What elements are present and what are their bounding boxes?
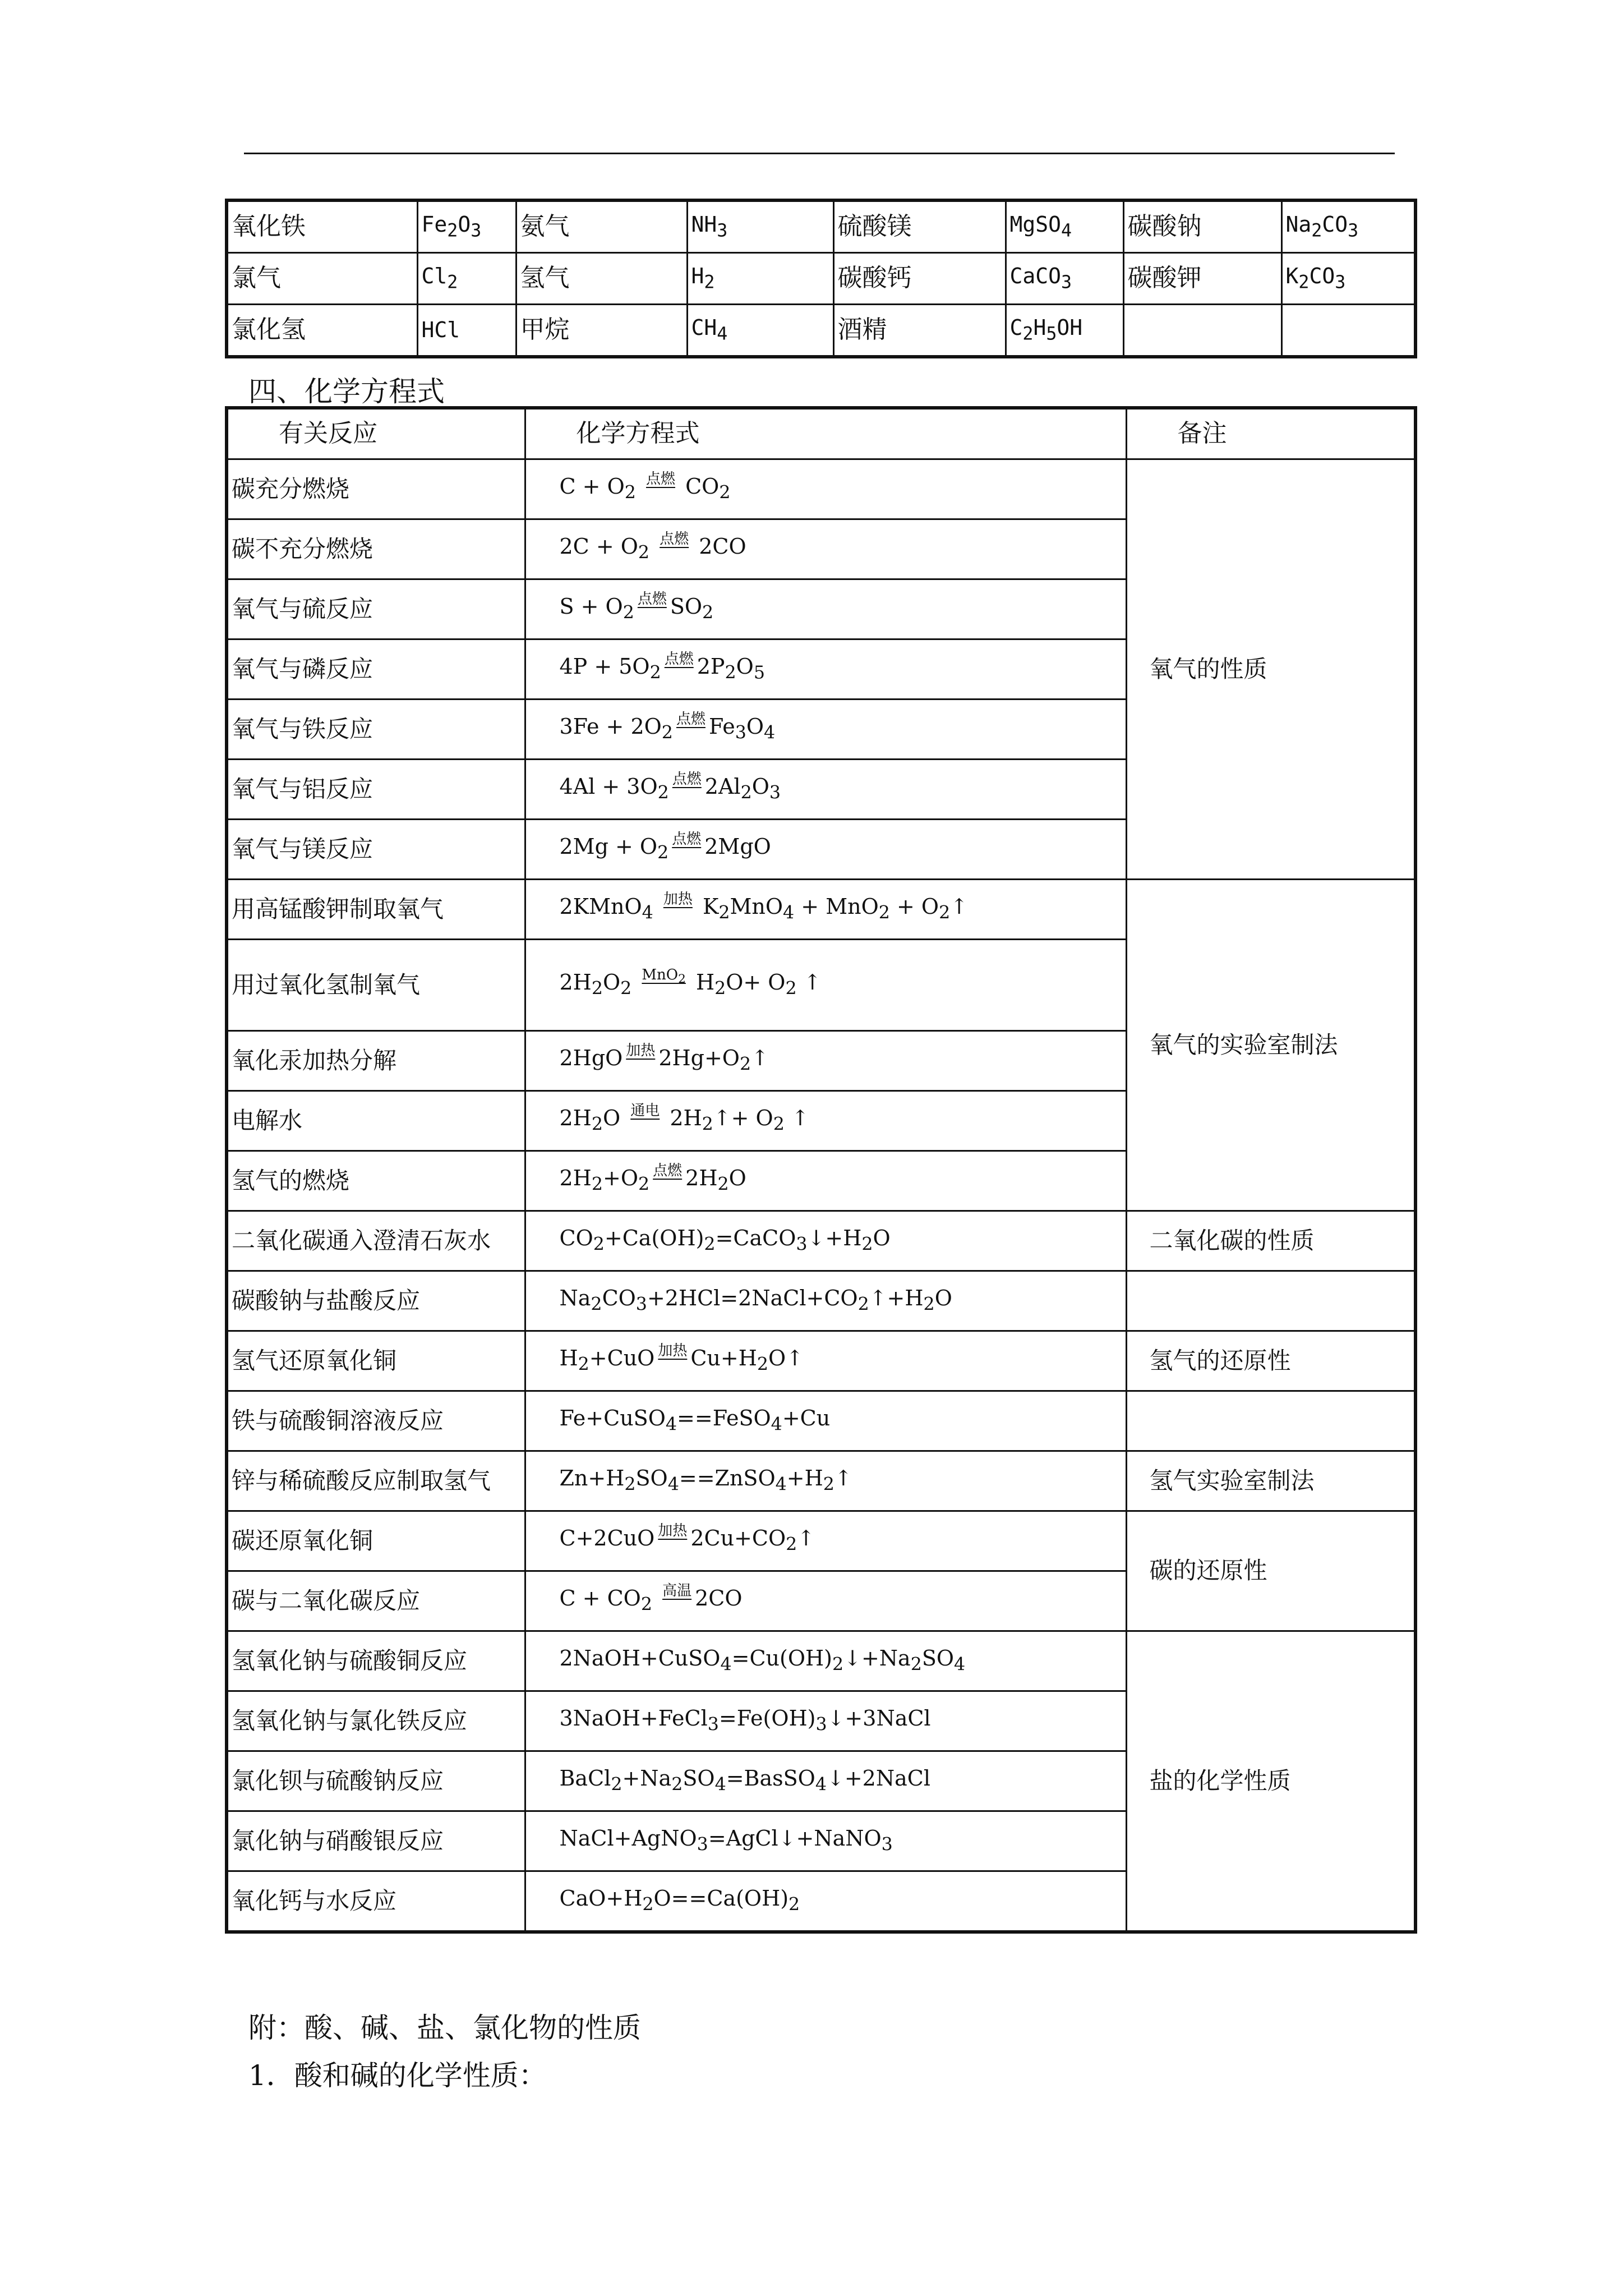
compound-name: 氯气	[227, 253, 417, 305]
reaction-name: 氧气与镁反应	[227, 820, 525, 880]
compound-name: 氢气	[516, 253, 687, 305]
equation-row	[227, 1211, 1415, 1271]
equation-cell: 2HgO 加热 $2Hg+O_2↑$	[525, 1031, 1126, 1091]
equation-row	[227, 1271, 1415, 1331]
reaction-name: 氢氧化钠与氯化铁反应	[227, 1691, 525, 1751]
compound-name: 氯化氢	[227, 305, 417, 357]
note-cell	[1126, 1271, 1415, 1331]
note-cell: 二氧化碳的性质	[1126, 1211, 1415, 1271]
appendix-subtitle: 1．酸和碱的化学性质：	[248, 2059, 547, 2092]
equation-row	[227, 880, 1415, 940]
reaction-condition: 加热	[658, 1342, 688, 1360]
compound-name: 碳酸钠	[1123, 200, 1281, 253]
reaction-name: 氯化钡与硫酸钠反应	[227, 1751, 525, 1811]
equation-row	[227, 1631, 1415, 1691]
reaction-name: 用过氧化氢制氧气	[227, 940, 525, 1031]
compound-name: 氨气	[516, 200, 687, 253]
equation-cell: $H_2+CuO$ 加热 $Cu+H_2O↑$	[525, 1331, 1126, 1391]
reaction-name: 铁与硫酸铜溶液反应	[227, 1391, 525, 1451]
reaction-name: 二氧化碳通入澄清石灰水	[227, 1211, 525, 1271]
note-cell: 盐的化学性质	[1126, 1631, 1415, 1932]
reaction-condition: 点燃	[645, 471, 675, 488]
reaction-condition: MnO$_2$	[642, 967, 686, 987]
reaction-condition: 点燃	[653, 1162, 683, 1180]
equation-cell: $2C + O_2$ 点燃 2CO	[525, 519, 1126, 579]
reaction-condition: 点燃	[664, 651, 694, 668]
equation-row	[227, 1331, 1415, 1391]
compound-name: 甲烷	[516, 305, 687, 357]
reaction-condition: 点燃	[676, 711, 706, 728]
equation-cell: $S + O_2$点燃 $SO_2$	[525, 579, 1126, 639]
compound-row	[227, 200, 1415, 253]
compound-row	[227, 253, 1415, 305]
compound-formula: HCl	[417, 305, 516, 357]
compound-name: 碳酸钾	[1123, 253, 1281, 305]
reaction-condition: 点燃	[672, 831, 702, 848]
reaction-name: 锌与稀硫酸反应制取氢气	[227, 1451, 525, 1511]
reaction-name: 电解水	[227, 1091, 525, 1151]
column-header: 备注	[1126, 408, 1415, 459]
equation-cell: $CO_2+Ca(OH)_2=CaCO_3↓+H_2O$	[525, 1211, 1126, 1271]
compound-table	[225, 199, 1417, 358]
compound-formula: CaCO$_3$	[1006, 253, 1123, 305]
reaction-condition: 通电	[630, 1102, 660, 1120]
reaction-name: 氢氧化钠与硫酸铜反应	[227, 1631, 525, 1691]
compound-name: 氧化铁	[227, 200, 417, 253]
equation-cell: $C + O_2$ 点燃 $CO_2$	[525, 459, 1126, 519]
equation-cell: $Na_2CO_3+2HCl=2NaCl+CO_2↑+H_2O$	[525, 1271, 1126, 1331]
column-header: 有关反应	[227, 408, 525, 459]
reaction-name: 氯化钠与硝酸银反应	[227, 1811, 525, 1871]
reaction-condition: 高温	[662, 1582, 692, 1600]
compound-formula: $Cl_2$	[417, 253, 516, 305]
reaction-condition: 加热	[663, 891, 693, 908]
column-header: 化学方程式	[525, 408, 1126, 459]
compound-name: 碳酸钙	[833, 253, 1006, 305]
note-cell: 氢气实验室制法	[1126, 1451, 1415, 1511]
compound-formula: $H_2$	[687, 253, 833, 305]
compound-name	[1123, 305, 1281, 357]
equation-cell: NaCl+AgNO$_3$=AgCl↓+NaNO$_3$	[525, 1811, 1126, 1871]
reaction-condition: 加热	[658, 1522, 688, 1540]
equation-row	[227, 459, 1415, 519]
equation-header-row	[227, 408, 1415, 459]
reaction-name: 碳酸钠与盐酸反应	[227, 1271, 525, 1331]
appendix-title: 附：酸、碱、盐、氯化物的性质	[248, 2012, 641, 2044]
equation-cell: $4Al + 3O_2$点燃 $2Al_2O_3$	[525, 760, 1126, 820]
equation-cell: $C + CO_2$ 高温 2CO	[525, 1571, 1126, 1631]
note-cell: 氢气的还原性	[1126, 1331, 1415, 1391]
header-rule	[244, 153, 1395, 154]
reaction-condition: 点燃	[637, 591, 667, 608]
reaction-name: 氧化汞加热分解	[227, 1031, 525, 1091]
reaction-condition: 点燃	[660, 531, 689, 548]
equation-cell: $4P + 5O_2$点燃 $2P_2O_5$	[525, 639, 1126, 700]
equation-cell: $2H_2O_2$ MnO$_2$ $H_2O+ O_2$ ↑	[525, 940, 1126, 1031]
note-cell: 氧气的性质	[1126, 459, 1415, 880]
reaction-name: 氧气与铝反应	[227, 760, 525, 820]
reaction-name: 氧化钙与水反应	[227, 1871, 525, 1932]
compound-formula: $K_2CO_3$	[1281, 253, 1415, 305]
reaction-condition: 加热	[626, 1042, 656, 1060]
note-cell: 碳的还原性	[1126, 1511, 1415, 1631]
equation-row	[227, 1451, 1415, 1511]
equation-cell: 2KMnO$_4$ 加热 $K_2MnO_4 + MnO_2$ + $O_2↑$	[525, 880, 1126, 940]
equation-cell: $2NaOH+CuSO_4=Cu(OH)_2↓+Na_2SO_4$	[525, 1631, 1126, 1691]
equation-cell: $Zn+H_2SO_4==ZnSO_4+H_2↑$	[525, 1451, 1126, 1511]
equation-cell: $CaO+H_2O==Ca(OH)_2$	[525, 1871, 1126, 1932]
reaction-name: 碳充分燃烧	[227, 459, 525, 519]
equation-cell: $3NaOH+FeCl_3=Fe(OH)_3↓+3NaCl$	[525, 1691, 1126, 1751]
compound-row	[227, 305, 1415, 357]
reaction-name: 碳还原氧化铜	[227, 1511, 525, 1571]
compound-formula: $CH_4$	[687, 305, 833, 357]
reaction-name: 氢气还原氧化铜	[227, 1331, 525, 1391]
section-title: 四、化学方程式	[248, 375, 445, 408]
note-cell: 氧气的实验室制法	[1126, 880, 1415, 1211]
compound-name: 硫酸镁	[833, 200, 1006, 253]
reaction-name: 氢气的燃烧	[227, 1151, 525, 1211]
equation-row	[227, 1391, 1415, 1451]
equation-cell: $BaCl_2+Na_2SO_4=BasSO_4↓+2NaCl$	[525, 1751, 1126, 1811]
reaction-condition: 点燃	[672, 771, 702, 788]
reaction-name: 碳与二氧化碳反应	[227, 1571, 525, 1631]
compound-formula: MgSO$_4$	[1006, 200, 1123, 253]
equation-cell: $2H_2+O_2$点燃 $2H_2O$	[525, 1151, 1126, 1211]
reaction-name: 氧气与磷反应	[227, 639, 525, 700]
reaction-name: 碳不充分燃烧	[227, 519, 525, 579]
reaction-name: 用高锰酸钾制取氧气	[227, 880, 525, 940]
equation-table	[225, 406, 1417, 1934]
compound-formula	[1281, 305, 1415, 357]
compound-formula: $Fe_2O_3$	[417, 200, 516, 253]
equation-cell: Fe+CuSO$_4$==FeSO$_4$+Cu	[525, 1391, 1126, 1451]
compound-formula: $C_2H_5OH$	[1006, 305, 1123, 357]
equation-cell: C+2CuO 加热 $2Cu+CO_2↑$	[525, 1511, 1126, 1571]
equation-row	[227, 1511, 1415, 1571]
equation-cell: $3Fe + 2O_2$点燃 $Fe_3O_4$	[525, 700, 1126, 760]
reaction-name: 氧气与硫反应	[227, 579, 525, 639]
compound-formula: $NH_3$	[687, 200, 833, 253]
compound-name: 酒精	[833, 305, 1006, 357]
reaction-name: 氧气与铁反应	[227, 700, 525, 760]
equation-cell: $2H_2O$ 通电 $2H_2↑+ O_2$ ↑	[525, 1091, 1126, 1151]
compound-formula: $Na_2CO_3$	[1281, 200, 1415, 253]
equation-cell: $2Mg + O_2$点燃 2MgO	[525, 820, 1126, 880]
note-cell	[1126, 1391, 1415, 1451]
